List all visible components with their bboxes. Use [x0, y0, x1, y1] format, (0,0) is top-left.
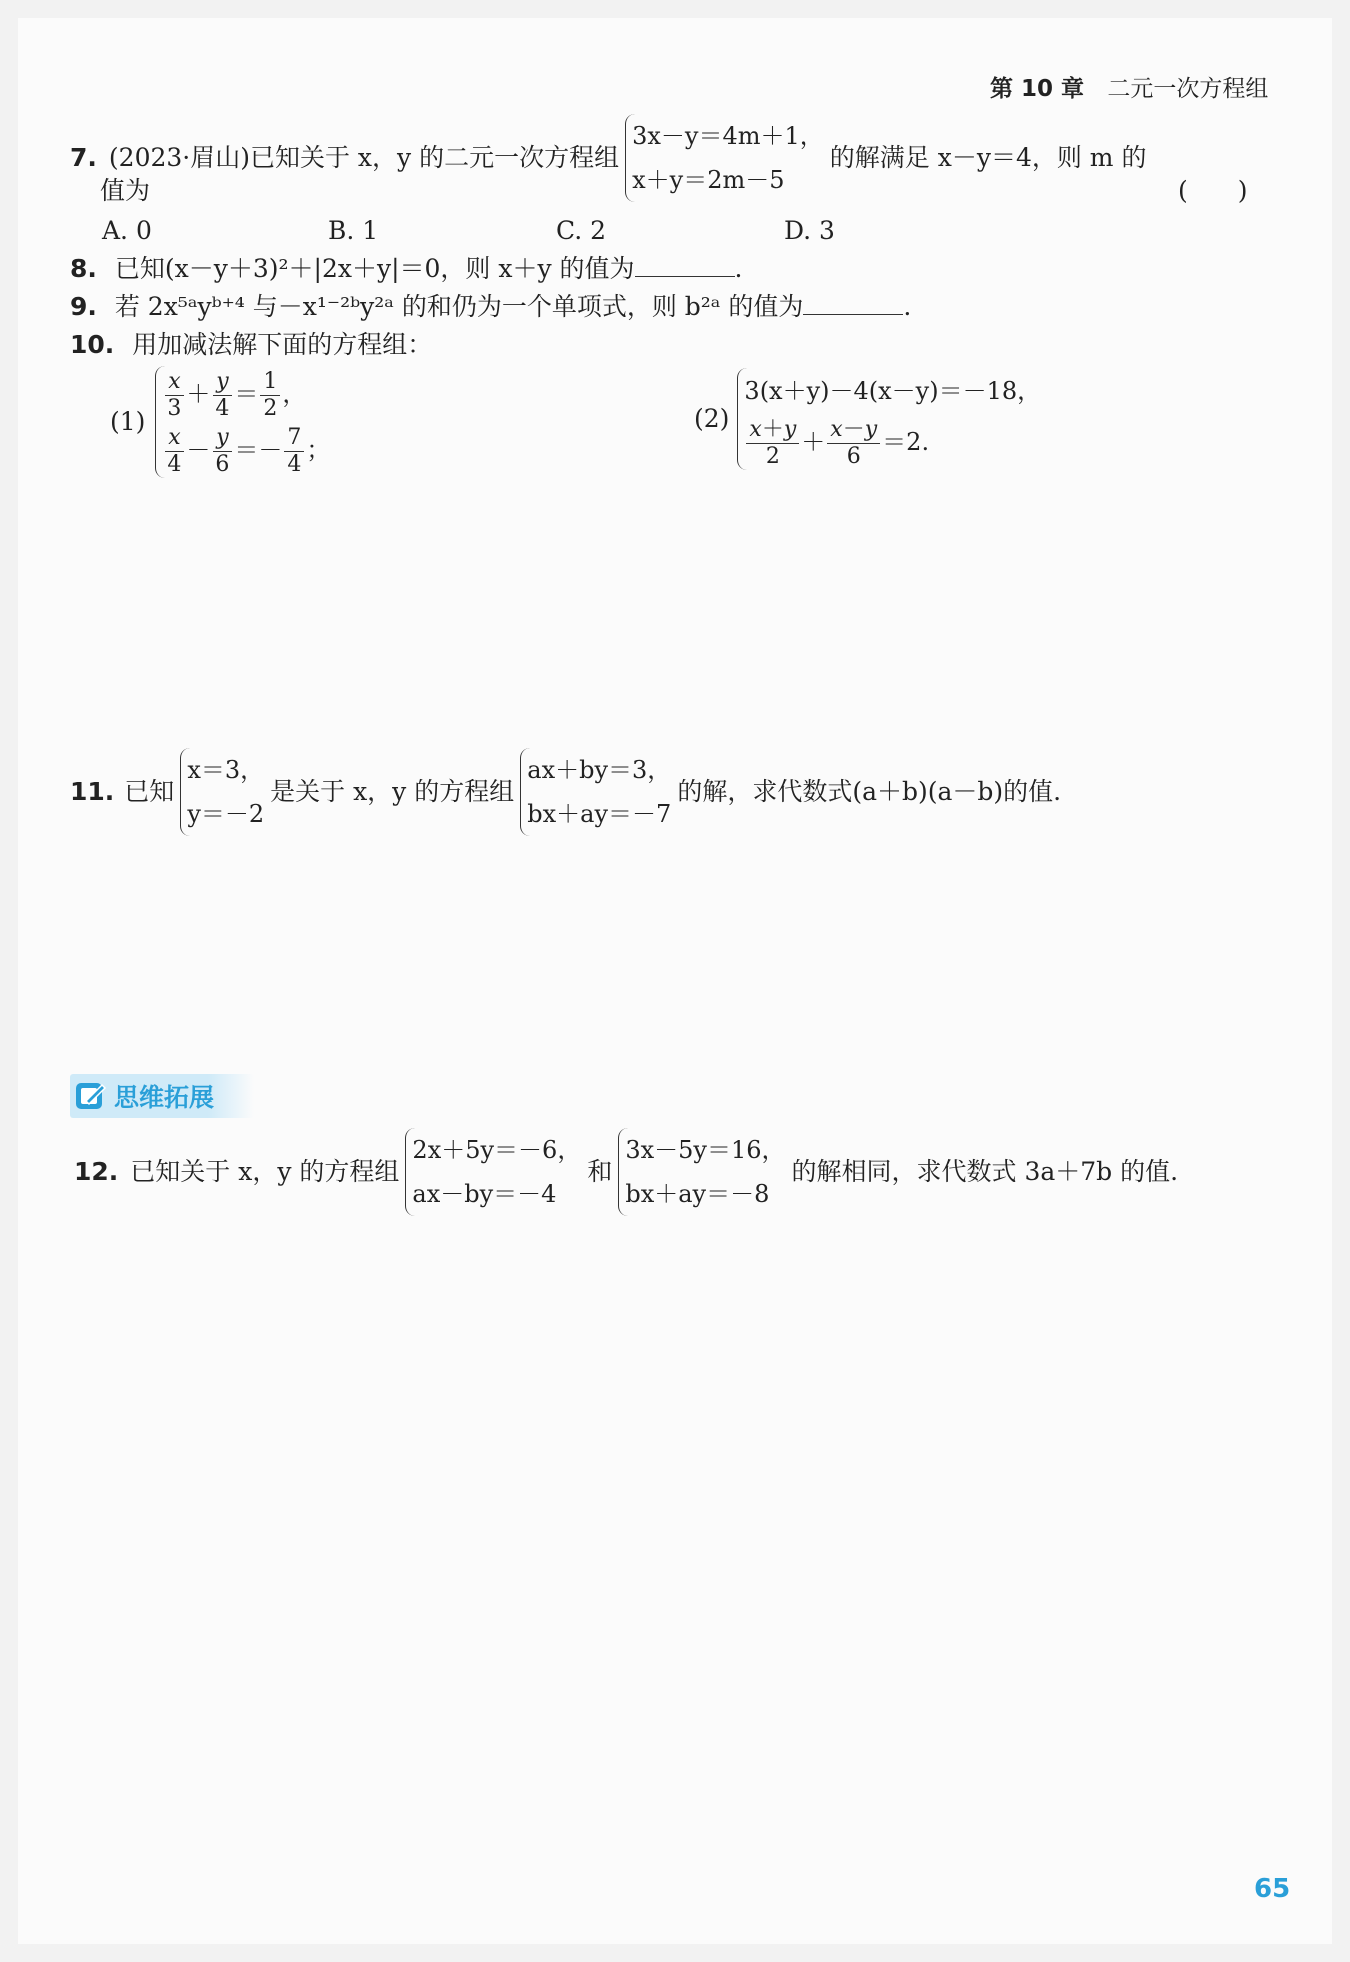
subquestion-2 — [694, 368, 1047, 470]
subquestion-1 — [110, 366, 336, 478]
chapter-number: 第 10 章 — [990, 76, 1085, 102]
question-11 — [70, 748, 1061, 836]
question-7 — [70, 114, 1146, 202]
subquestion-label: (2) — [694, 404, 730, 433]
equation-line: x＋y＝2m－5 — [632, 166, 785, 194]
equation-system — [737, 368, 1041, 470]
equation-line: $\frac{x}{3}$ ＋ $\frac{y}{4}$ ＝ $\frac{1}{2}$ ， — [162, 366, 330, 422]
question-number: 12. — [74, 1157, 119, 1186]
page-header — [990, 70, 1268, 103]
page — [18, 18, 1332, 1944]
equation-line: y＝－2 — [187, 800, 265, 828]
question-text: 已知关于 x，y 的方程组 — [130, 1157, 400, 1186]
option-b: B. 1 — [328, 216, 379, 245]
question-text: 是关于 x，y 的方程组 — [270, 777, 515, 806]
question-number: 8. — [70, 254, 97, 283]
question-text: 用加减法解下面的方程组： — [132, 330, 433, 359]
equation-line: $\frac{x+y}{2}$ ＋ $\frac{x-y}{6}$ ＝2. — [744, 414, 1041, 470]
question-text: 若 2x⁵ᵃyᵇ⁺⁴ 与－x¹⁻²ᵇy²ᵃ 的和仍为一个单项式，则 b²ᵃ 的值为 — [114, 292, 804, 321]
equation-system — [618, 1128, 785, 1216]
equation-line: $\frac{x}{4}$ － $\frac{y}{6}$ ＝－ $\frac{7}{4}$ ； — [162, 422, 330, 478]
question-text: 的解满足 x－y＝4，则 m 的 — [829, 143, 1147, 172]
question-10 — [70, 328, 432, 362]
equation-line: 2x＋5y＝－6， — [412, 1136, 582, 1164]
question-text: 已知 — [124, 777, 175, 806]
question-text: 已知(x－y＋3)²＋|2x＋y|＝0，则 x＋y 的值为 — [114, 254, 635, 283]
question-text: 的解相同，求代数式 3a＋7b 的值. — [791, 1157, 1179, 1186]
question-12 — [74, 1128, 1178, 1216]
chapter-title: 二元一次方程组 — [1107, 76, 1269, 102]
answer-blank — [635, 252, 735, 277]
question-number: 7. — [70, 143, 97, 172]
question-text: 值为 — [100, 176, 151, 205]
period: . — [734, 254, 743, 283]
question-text: 和 — [587, 1157, 613, 1186]
page-number: 65 — [1254, 1874, 1291, 1904]
question-9 — [70, 290, 911, 324]
question-text: (2023·眉山)已知关于 x，y 的二元一次方程组 — [108, 143, 620, 172]
answer-paren: ( ) — [1178, 176, 1248, 205]
subquestion-label: (1) — [110, 407, 146, 436]
equation-system — [405, 1128, 581, 1216]
equation-line: x＝3， — [187, 756, 265, 784]
question-number: 9. — [70, 292, 97, 321]
equation-line: 3x－5y＝16， — [625, 1136, 786, 1164]
solution-system — [180, 748, 264, 836]
equation-line: 3(x＋y)－4(x－y)＝－18， — [744, 377, 1042, 405]
answer-blank — [803, 290, 903, 315]
equation-line: ax＋by＝3， — [527, 756, 672, 784]
question-number: 10. — [70, 330, 115, 359]
question-number: 11. — [70, 777, 115, 806]
period: . — [903, 292, 912, 321]
option-d: D. 3 — [784, 216, 835, 245]
equation-system — [625, 114, 824, 202]
equation-system — [520, 748, 671, 836]
equation-line: ax－by＝－4 — [412, 1180, 557, 1208]
equation-line: 3x－y＝4m＋1， — [632, 122, 824, 150]
question-8 — [70, 252, 742, 286]
edit-icon — [74, 1079, 108, 1113]
equation-line: bx＋ay＝－8 — [625, 1180, 770, 1208]
option-c: C. 2 — [556, 216, 607, 245]
question-text: 的解，求代数式(a＋b)(a－b)的值. — [677, 777, 1062, 806]
equation-system — [155, 366, 330, 478]
section-title: 思维拓展 — [114, 1083, 215, 1112]
option-a: A. 0 — [102, 216, 152, 245]
section-badge — [70, 1074, 254, 1118]
equation-line: bx＋ay＝－7 — [527, 800, 672, 828]
